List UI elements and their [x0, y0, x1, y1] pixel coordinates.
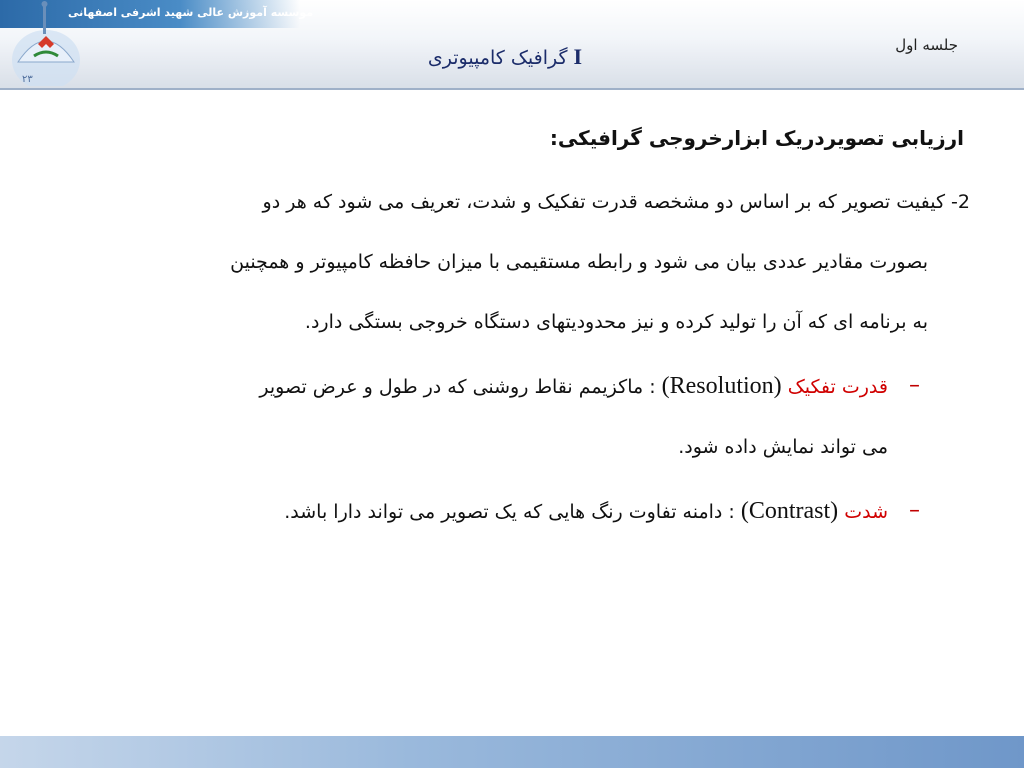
bullet-text-continued: می تواند نمایش داده شود. [678, 436, 888, 458]
bullet-text: : ماکزیمم نقاط روشنی که در طول و عرض تصویر [259, 376, 656, 398]
bullet-body [60, 481, 928, 542]
slide-footer-bar [0, 736, 1024, 768]
bullet-resolution [60, 356, 970, 477]
course-title-text: گرافیک کامپیوتری [427, 47, 568, 69]
course-number: I [573, 44, 583, 69]
slide-content [60, 118, 970, 542]
bullet-text: : دامنه تفاوت رنگ هایی که یک تصویر می تواند دارا باشد. [284, 501, 735, 523]
paragraph-line: 2- کیفیت تصویر که بر اساس دو مشخصه قدرت تفکیک و شدت، تعریف می شود که هر دو [262, 191, 970, 213]
bullet-term: قدرت تفکیک [787, 376, 888, 398]
institute-logo-icon [8, 0, 84, 86]
page-title [0, 44, 1024, 70]
section-heading: ارزیابی تصویردریک ابزارخروجی گرافیکی: [549, 126, 964, 150]
bullet-term: شدت [844, 501, 888, 523]
bullet-term-en: (Contrast) [740, 498, 839, 524]
intro-paragraph [60, 172, 970, 352]
paragraph-line: بصورت مقادیر عددی بیان می شود و رابطه مستقیمی با میزان حافظه کامپیوتر و همچنین [230, 251, 928, 273]
session-label: جلسه اول [895, 36, 958, 54]
paragraph-line: به برنامه ای که آن را تولید کرده و نیز محدودیتهای دستگاه خروجی بستگی دارد. [304, 311, 928, 333]
bullet-term-en: (Resolution) [661, 373, 782, 399]
bullet-contrast [60, 481, 970, 542]
slide-header [0, 0, 1024, 90]
bullet-dash: – [909, 498, 920, 523]
bullet-dash: – [909, 373, 920, 398]
institute-name: موسسه آموزش عالی شهید اشرفی اصفهانی [68, 6, 314, 19]
bullet-body [60, 356, 928, 417]
svg-text:۲۳: ۲۳ [22, 74, 33, 85]
